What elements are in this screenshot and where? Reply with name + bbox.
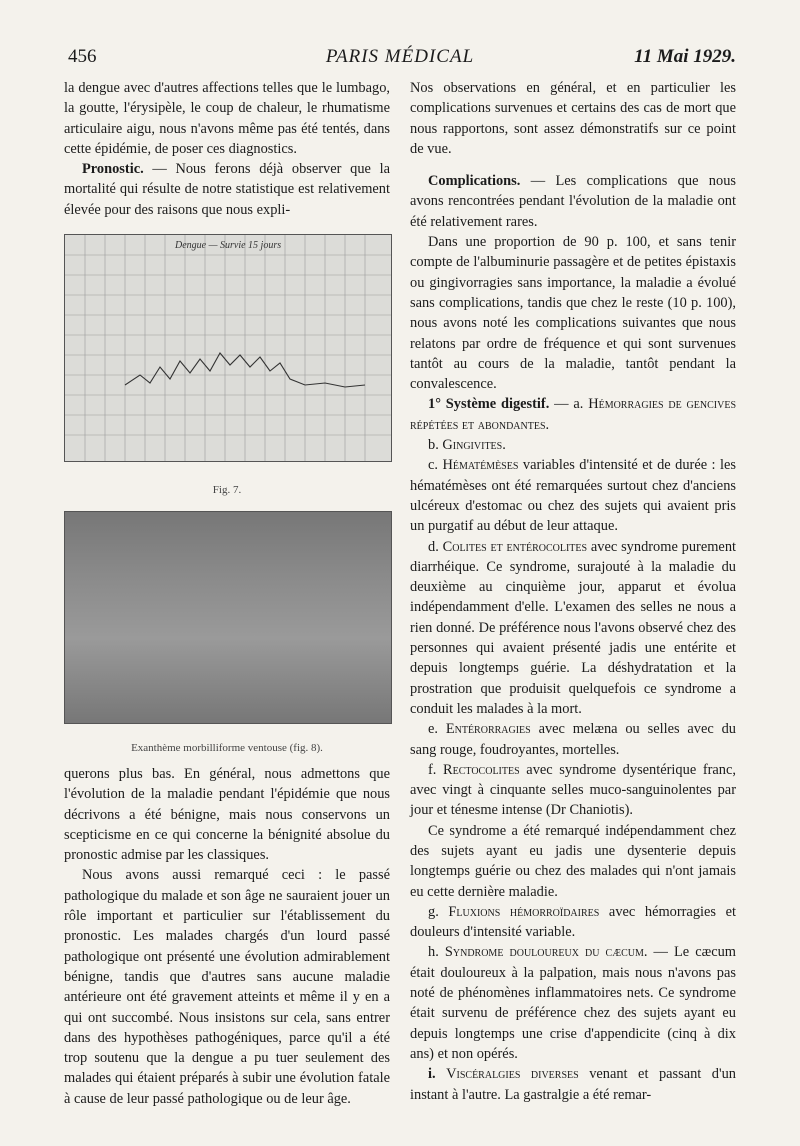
item-g-text: avec hémorragies et douleurs d'intensité variable. [410,903,736,941]
systeme-digestif-heading: 1° Système digestif. [428,396,550,413]
item-b [410,435,736,455]
figure-8-caption: Exanthème morbilliforme ventouse (fig. 8). [131,742,323,754]
item-g-title: Fluxions hémorroïdaires [448,903,600,920]
item-b-title: Gingivites. [442,437,506,454]
issue-date: 11 Mai 1929. [634,46,736,67]
complications-text: — Les complications que nous avons rencontrées pendant l'évolution de la maladie ont été relativement rares. [410,173,736,230]
item-i-label: i. [428,1066,447,1083]
item-c [410,455,736,536]
page-number: 456 [68,46,97,67]
journal-title: PARIS MÉDICAL [325,46,475,67]
item-e [410,719,736,760]
item-e-label: e. [428,721,446,738]
item-h [410,942,736,1064]
item-b-label: b. [428,437,443,454]
item-a-label: — a. [549,396,589,413]
figure-7-label: Dengue — Survie 15 jours [175,240,282,251]
item-d-title: Colites et entérocolites [442,538,588,555]
lumbago-paragraph: la dengue avec d'autres affections telles que le lumbago, la goutte, l'érysipèle, le coup de chaleur, le rhumatisme articulaire aigu, nous n'avons même pas été tentés, dans cette épidémie, de poser ces diagnostics. [64,80,390,157]
item-f-text: avec syndrome dysentérique franc, avec vingt à cinquante selles muco-sanguinolentes par jour et ténesme intense (Dr Chaniotis). [410,761,736,819]
item-h-label: h. [428,944,445,961]
item-c-label: c. [428,457,443,474]
item-a-title: Hémorragies de gencives répétées et abondantes. [410,396,737,433]
left-column [64,78,390,220]
passe-pathologique-paragraph: Nous avons aussi remarqué ceci : le passé pathologique du malade et son âge ne sauraient jouer un rôle important et particulier sur l'établissement du pronostic. Les malades chargés d'un lourd passé pathologique ont présenté une évolution admirablement bénigne, tandis que d'autres sans aucune maladie antérieure ont été gravement atteints et même il y en a qui ont succombé. Nous insistons sur cela, sans entrer dans des hypothèses pathogéniques, parce qu'il a été trop soutenu que la dengue a pu tuer seulement des malades qui étaient préparés à subir une évolution fatale à cause de leur passé pathologique ou de leur âge. [64,867,390,1107]
item-e-title: Entérorragies [445,721,531,738]
item-i-text: venant et passant d'un instant à l'autre. La gastralgie a été remar- [410,1066,736,1103]
item-h-title: Syndrome douloureux du cæcum. [444,944,648,961]
temperature-grid [65,235,391,461]
item-g-label: g. [428,903,449,920]
item-c-title: Hématémèses [442,457,519,474]
item-d-label: d. [428,538,443,555]
right-column [410,78,736,1105]
observations-paragraph: Nos observations en général, et en particulier les complications survenues et certains des cas de mort que nous rapportons, sont assez démonstratifs sur ce point de vue. [410,80,736,157]
figure-7-caption: Fig. 7. [212,484,242,496]
pronostic-text: — Nous ferons déjà observer que la mortalité qui résulte de notre statistique est relativement élevée pour des raisons que nous expli- [64,161,390,218]
item-i-title: Viscéralgies diverses [446,1066,579,1083]
item-d-text: avec syndrome purement diarrhéique. Ce syndrome, surajouté à la maladie du deuxième au cinquième jour, apparut et évolua indépendamment d'elle. L'examen des selles ne nous a rien donné. De préférence nous l'avons observé chez des personnes qui avaient présenté jadis une entérite et depuis longtemps guérie. La déshydratation et la prostration que produisit quelquefois ce syndrome a conduit les malades à la mort. [410,538,737,717]
pronostic-paragraph [64,159,390,220]
item-d [410,537,736,720]
complications-paragraph [410,171,736,232]
syndrome-paragraph: Ce syndrome a été remarqué indépendamment chez des sujets ayant eu jadis une dysenterie depuis longtemps guérie ou chez des malades qui n'ont jamais eu cette dernière maladie. [410,822,736,900]
complications-heading: Complications. [428,173,521,190]
item-c-text: variables d'intensité et de durée : les hématémèses ont été remarquées surtout chez d'anciens ulcéreux d'estomac ou chez des sujets qui avaient pris un purgatif au début de leur attaque. [410,457,736,535]
figure-7-temperature-chart [64,234,392,462]
item-g [410,902,736,943]
item-e-text: avec melæna ou selles avec du sang rouge, foudroyantes, mortelles. [410,721,736,758]
item-f [410,760,736,821]
left-column-bottom [64,764,390,1109]
item-h-text: — Le cæcum était douloureux à la palpation, mais nous n'avons pas noté de phénomènes inflammatoires nets. Ce syndrome était survenu de préférence chez des sujets ayant eu depuis longtemps une crise d'appendicite (cinq à dix ans) et non opérés. [410,944,737,1062]
pronostic-heading: Pronostic. [82,161,144,178]
proportion-paragraph: Dans une proportion de 90 p. 100, et sans tenir compte de l'albuminurie passagère et de petites épistaxis ou gingivorragies sans importance, la maladie a évolué sans complications, tandis que chez le reste (10 p. 100), nous avons noté les complications suivantes que nous relatons par ordre de fréquence et qui sont survenues tantôt au cours de la maladie, tantôt pendant la convalescence. [410,234,736,393]
item-f-label: f. [428,761,444,778]
item-f-title: Rectocolites [443,761,520,778]
page-header [64,44,736,74]
figure-8-exanthem-photo [64,511,392,724]
item-a [410,394,736,435]
evolution-paragraph: querons plus bas. En général, nous admettons que l'évolution de la maladie pendant l'épidémie que nous décrivons a été bénigne, mais nous conservons un scepticisme en ce qui concerne la bénignité absolue du pronostic admise par les classiques. [64,766,390,864]
item-i [410,1064,736,1105]
